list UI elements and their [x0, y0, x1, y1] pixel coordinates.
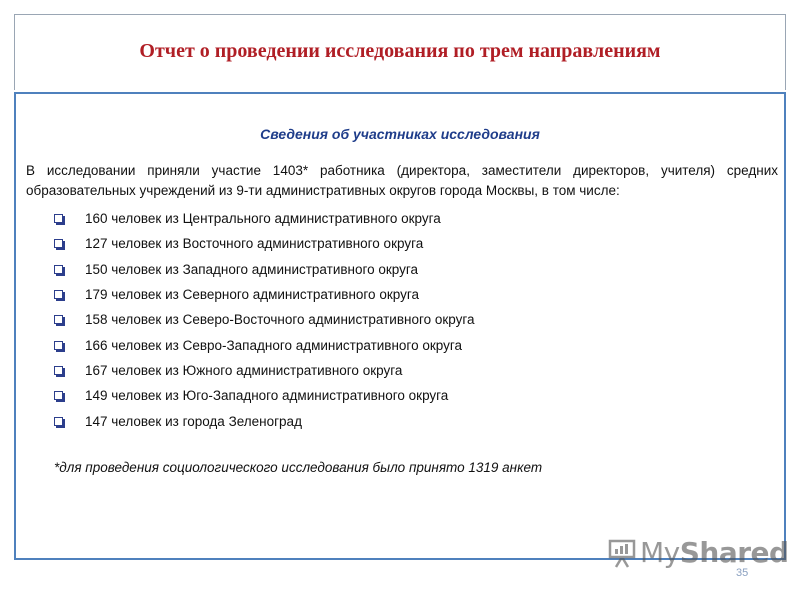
watermark-text-bold: Shared	[679, 536, 789, 569]
list-item-text: 127 человек из Восточного административного округа	[85, 236, 424, 252]
square-bullet-icon	[54, 366, 63, 375]
list-item	[54, 332, 475, 357]
list-item-text: 150 человек из Западного административного округа	[85, 261, 419, 277]
footnote: *для проведения социологического исследования было принято 1319 анкет	[54, 460, 543, 475]
list-item-text: 149 человек из Юго-Западного административного округа	[85, 388, 449, 404]
list-item	[54, 206, 475, 231]
list-item	[54, 307, 475, 332]
intro-paragraph: В исследовании приняли участие 1403* работника (директора, заместители директоров, учителя) средних образовательных учреждений из 9-ти административных округов города Москвы, в том числе:	[26, 163, 778, 198]
square-bullet-icon	[54, 290, 63, 299]
square-bullet-icon	[54, 391, 63, 400]
list-item	[54, 231, 475, 256]
list-item-text: 158 человек из Северо-Восточного административного округа	[85, 312, 475, 328]
page-number: 35	[736, 567, 749, 579]
list-item	[54, 257, 475, 282]
square-bullet-icon	[54, 341, 63, 350]
participants-list	[54, 206, 475, 434]
list-item-text: 167 человек из Южного административного округа	[85, 362, 403, 378]
square-bullet-icon	[54, 214, 63, 223]
section-subtitle: Сведения об участниках исследования	[260, 126, 540, 142]
list-item	[54, 358, 475, 383]
watermark-text-light: My	[640, 536, 680, 569]
square-bullet-icon	[54, 265, 63, 274]
watermark-text	[640, 536, 789, 569]
list-item-text: 147 человек из города Зеленоград	[85, 413, 302, 429]
myshared-logo-icon	[608, 537, 638, 569]
square-bullet-icon	[54, 239, 63, 248]
list-item-text: 160 человек из Центрального административного округа	[85, 211, 441, 227]
watermark	[608, 536, 789, 569]
list-item	[54, 408, 475, 433]
list-item-text: 166 человек из Севро-Западного административного округа	[85, 337, 462, 353]
list-item	[54, 383, 475, 408]
list-item	[54, 282, 475, 307]
square-bullet-icon	[54, 315, 63, 324]
list-item-text: 179 человек из Северного административного округа	[85, 287, 419, 303]
square-bullet-icon	[54, 417, 63, 426]
slide-title: Отчет о проведении исследования по трем направлениям	[139, 40, 661, 62]
